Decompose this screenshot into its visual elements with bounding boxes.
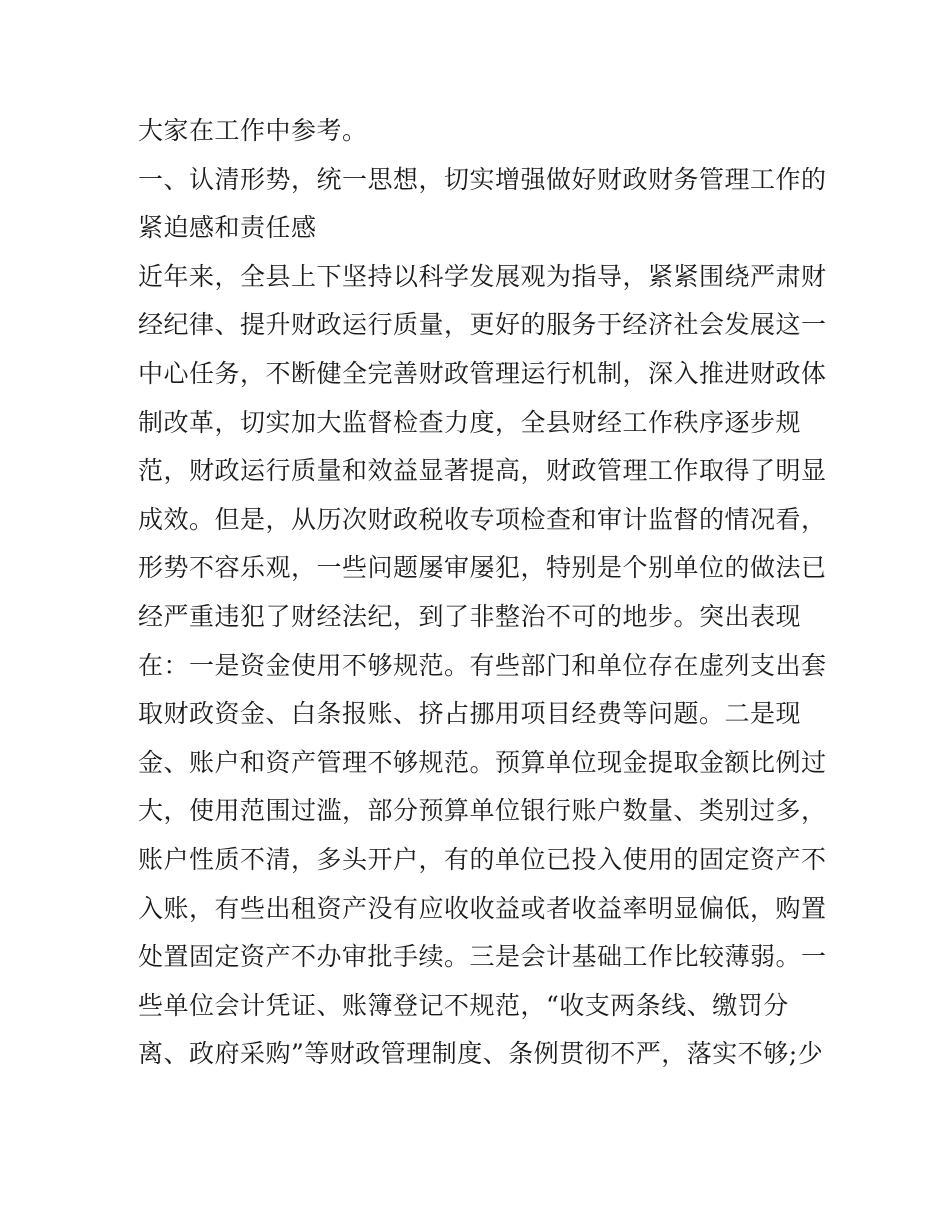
document-body — [138, 107, 827, 1079]
section-heading-line-2: 紧迫感和责任感 — [138, 213, 317, 243]
paragraph-line: 近年来，全县上下坚持以科学发展观为指导，紧紧围绕严肃财 — [138, 261, 827, 291]
paragraph-line: 金、账户和资产管理不够规范。预算单位现金提取金额比例过 — [138, 747, 827, 777]
paragraph-line: 账户性质不清，多头开户，有的单位已投入使用的固定资产不 — [138, 844, 827, 874]
paragraph-line: 在：一是资金使用不够规范。有些部门和单位存在虚列支出套 — [138, 650, 827, 680]
paragraph-line: 处置固定资产不办审批手续。三是会计基础工作比较薄弱。一 — [138, 942, 827, 972]
paragraph-line: 取财政资金、白条报账、挤占挪用项目经费等问题。二是现 — [138, 699, 802, 729]
section-heading-line-1: 一、认清形势，统一思想，切实增强做好财政财务管理工作的 — [138, 164, 827, 194]
paragraph-line: 大，使用范围过滥，部分预算单位银行账户数量、类别过多， — [138, 796, 827, 826]
paragraph-line: 些单位会计凭证、账簿登记不规范，“收支两条线、缴罚分 — [138, 990, 789, 1020]
paragraph-line: 形势不容乐观，一些问题屡审屡犯，特别是个别单位的做法已 — [138, 553, 827, 583]
paragraph-line: 中心任务，不断健全完善财政管理运行机制，深入推进财政体 — [138, 358, 827, 388]
paragraph-line: 入账，有些出租资产没有应收收益或者收益率明显偏低，购置 — [138, 893, 827, 923]
paragraph-line: 制改革，切实加大监督检查力度，全县财经工作秩序逐步规 — [138, 407, 802, 437]
paragraph-line: 范，财政运行质量和效益显著提高，财政管理工作取得了明显 — [138, 456, 827, 486]
paragraph-line: 经纪律、提升财政运行质量，更好的服务于经济社会发展这一 — [138, 310, 827, 340]
paragraph-line: 经严重违犯了财经法纪，到了非整治不可的地步。突出表现 — [138, 601, 802, 631]
closing-line: 大家在工作中参考。 — [138, 116, 368, 145]
paragraph-line: 成效。但是，从历次财政税收专项检查和审计监督的情况看， — [138, 504, 827, 534]
paragraph-line: 离、政府采购”等财政管理制度、条例贯彻不严，落实不够;少 — [138, 1039, 824, 1069]
